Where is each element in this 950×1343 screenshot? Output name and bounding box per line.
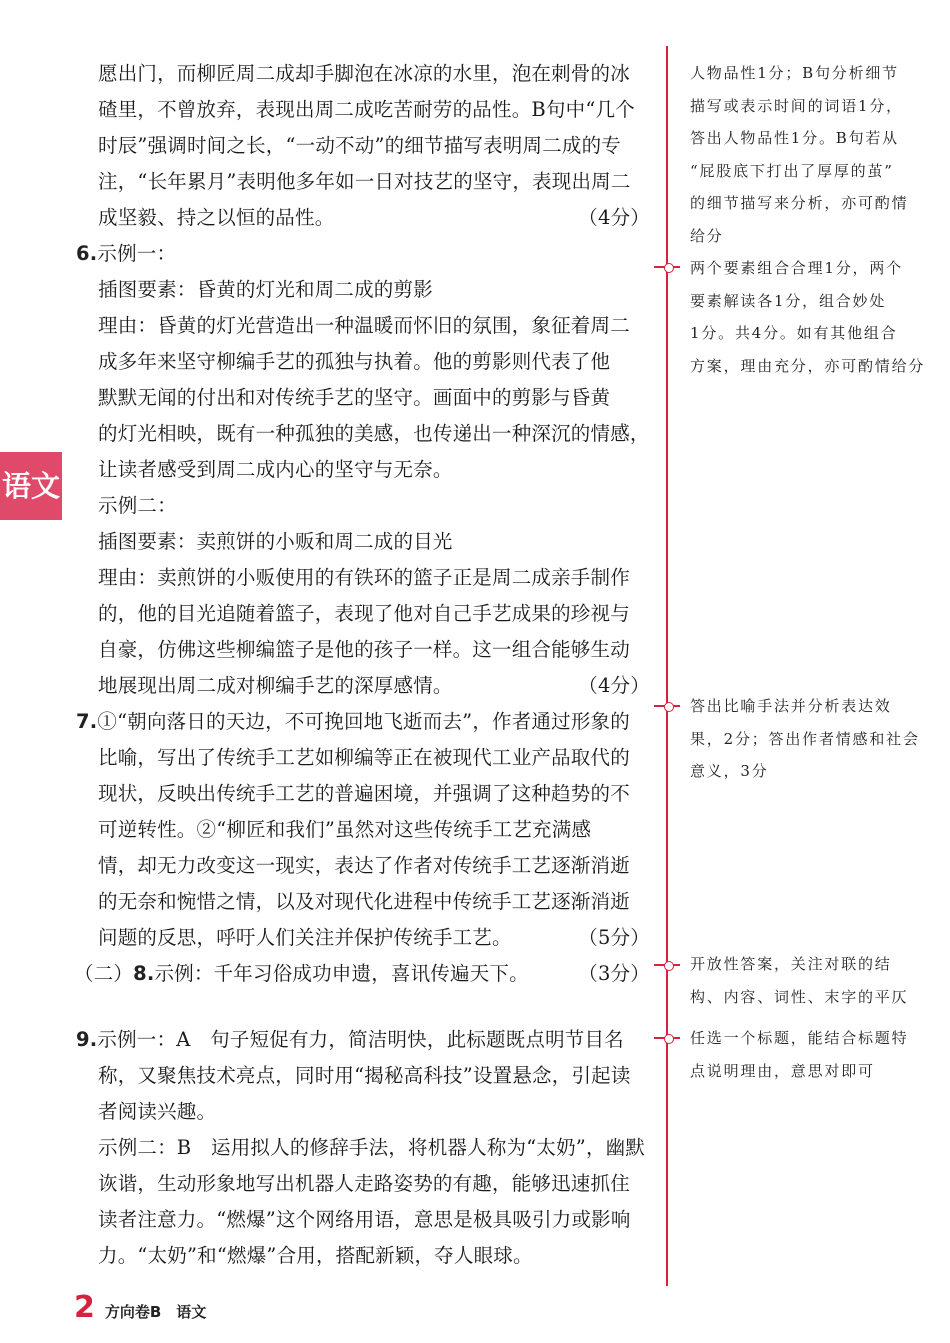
note-connector [654,266,680,268]
answer-line: 插图要素：卖煎饼的小贩和周二成的目光 [98,530,453,553]
column-divider [666,46,668,1286]
scoring-note-8 [690,948,926,1013]
note-connector [654,1037,680,1039]
score-label: （5分） [578,926,650,949]
page-footer [74,1290,206,1330]
answer-text: 地展现出周二成对柳编手艺的深厚感情。 [98,674,453,697]
note-line: 方案，理由充分，亦可酌情给分 [690,356,926,375]
question-number: 6. [76,242,98,265]
note-line: 意义，3分 [690,762,769,780]
answer-line: 成多年来坚守柳编手艺的孤独与执着。他的剪影则代表了他 [98,350,611,373]
answer-line: 称，又聚焦技术亮点，同时用“揭秘高科技”设置悬念，引起读 [98,1064,631,1087]
answer-line [98,920,654,956]
answer-line [98,668,654,704]
answer-text: 示例一：A 句子短促有力，简洁明快，此标题既点明节目名 [97,1028,624,1051]
answer-line: 让读者感受到周二成内心的坚守与无奈。 [98,458,453,481]
note-connector [654,705,680,707]
note-line: 人物品性1分；B句分析细节 [690,64,899,82]
page-number: 2 [74,1290,95,1325]
answer-line: 碴里，不曾放弃，表现出周二成吃苦耐劳的品性。B句中“几个 [98,98,635,121]
note-line: 两个要素组合合理1分，两个 [690,259,903,277]
question-9-line [76,1022,654,1058]
answer-line: 注，“长年累月”表明他多年如一日对技艺的坚守，表现出周二 [98,170,631,193]
answer-line: 诙谐，生动形象地写出机器人走路姿势的有趣，能够迅速抓住 [98,1172,630,1195]
question-number: 7. [76,710,98,733]
question-6-line [76,236,654,272]
subject-tab [0,452,62,520]
answer-line: 情，却无力改变这一现实，表达了作者对传统手工艺逐渐消逝 [98,854,630,877]
answer-line: 的无奈和惋惜之情，以及对现代化进程中传统手工艺逐渐消逝 [98,890,630,913]
question-number: 9. [76,1028,98,1051]
footer-text: 方向卷B 语文 [104,1303,207,1321]
answer-line: 者阅读兴趣。 [98,1100,217,1123]
answer-line: 愿出门，而柳匠周二成却手脚泡在冰凉的水里，泡在刺骨的冰 [98,62,630,85]
note-line: 1分。共4分。如有其他组合 [690,324,898,342]
note-line: 构、内容、词性、末字的平仄 [690,987,909,1006]
answer-line: 读者注意力。“燃爆”这个网络用语，意思是极具吸引力或影响 [98,1208,631,1231]
note-line: 的细节描写来分析，亦可酌情 [690,194,909,212]
scoring-note-5 [690,57,926,382]
answer-line: 默默无闻的付出和对传统手艺的坚守。画面中的剪影与昏黄 [98,386,611,409]
note-line: 点说明理由，意思对即可 [690,1061,875,1080]
scoring-note-9 [690,1022,926,1087]
score-label: （4分） [578,206,650,229]
question-number: 8. [133,962,155,985]
answer-text: 成坚毅、持之以恒的品性。 [98,206,335,229]
note-line: 果，2分；答出作者情感和社会 [690,729,920,748]
note-line: “屁股底下打出了厚厚的茧” [690,161,894,180]
note-connector [654,964,680,966]
answer-line: 理由：昏黄的灯光营造出一种温暖而怀旧的氛围，象征着周二 [98,314,630,337]
answer-line: 插图要素：昏黄的灯光和周二成的剪影 [98,278,433,301]
answer-line: 自豪，仿佛这些柳编篮子是他的孩子一样。这一组合能够生动 [98,638,630,661]
section-label: （二） [74,962,134,985]
subject-tab-label: 语文 [1,469,60,503]
answer-line: 可逆转性。②“柳匠和我们”虽然对这些传统手工艺充满感 [98,818,592,841]
answer-line [98,200,654,236]
note-line: 答出比喻手法并分析表达效 [690,697,892,715]
answer-text: ①“朝向落日的天边，不可挽回地飞逝而去”，作者通过形象的 [97,710,630,733]
answer-line: 比喻，写出了传统手工艺如柳编等正在被现代工业产品取代的 [98,746,630,769]
note-line: 任选一个标题，能结合标题特 [690,1029,909,1047]
answer-line: 时辰”强调时间之长，“一动不动”的细节描写表明周二成的专 [98,134,622,157]
score-label: （3分） [578,962,650,985]
question-7-line [76,704,654,740]
scoring-note-7 [690,690,926,788]
note-line: 给分 [690,226,724,245]
answer-line: 的灯光相映，既有一种孤独的美感，也传递出一种深沉的情感， [98,422,650,445]
answer-text: 示例：千年习俗成功申遗，喜讯传遍天下。 [154,962,529,985]
score-label: （4分） [578,674,650,697]
note-line: 开放性答案，关注对联的结 [690,955,892,973]
answer-line: 力。“太奶”和“燃爆”合用，搭配新颖，夺人眼球。 [98,1244,533,1267]
note-line: 答出人物品性1分。B句若从 [690,129,899,147]
answer-line: 示例二： [98,494,177,517]
answer-line: 示例二：B 运用拟人的修辞手法，将机器人称为“太奶”，幽默 [98,1136,646,1159]
note-line: 要素解读各1分，组合妙处 [690,291,887,310]
answer-line: 的，他的目光追随着篮子，表现了他对自己手艺成果的珍视与 [98,602,630,625]
note-line: 描写或表示时间的词语1分， [690,96,903,115]
answer-line: 现状，反映出传统手工艺的普遍困境，并强调了这种趋势的不 [98,782,630,805]
answer-line: 理由：卖煎饼的小贩使用的有铁环的篮子正是周二成亲手制作 [98,566,630,589]
answer-text: 问题的反思，呼吁人们关注并保护传统手工艺。 [98,926,512,949]
question-8-line [74,956,654,992]
answer-column [74,56,654,1274]
answer-text: 示例一： [97,242,177,265]
